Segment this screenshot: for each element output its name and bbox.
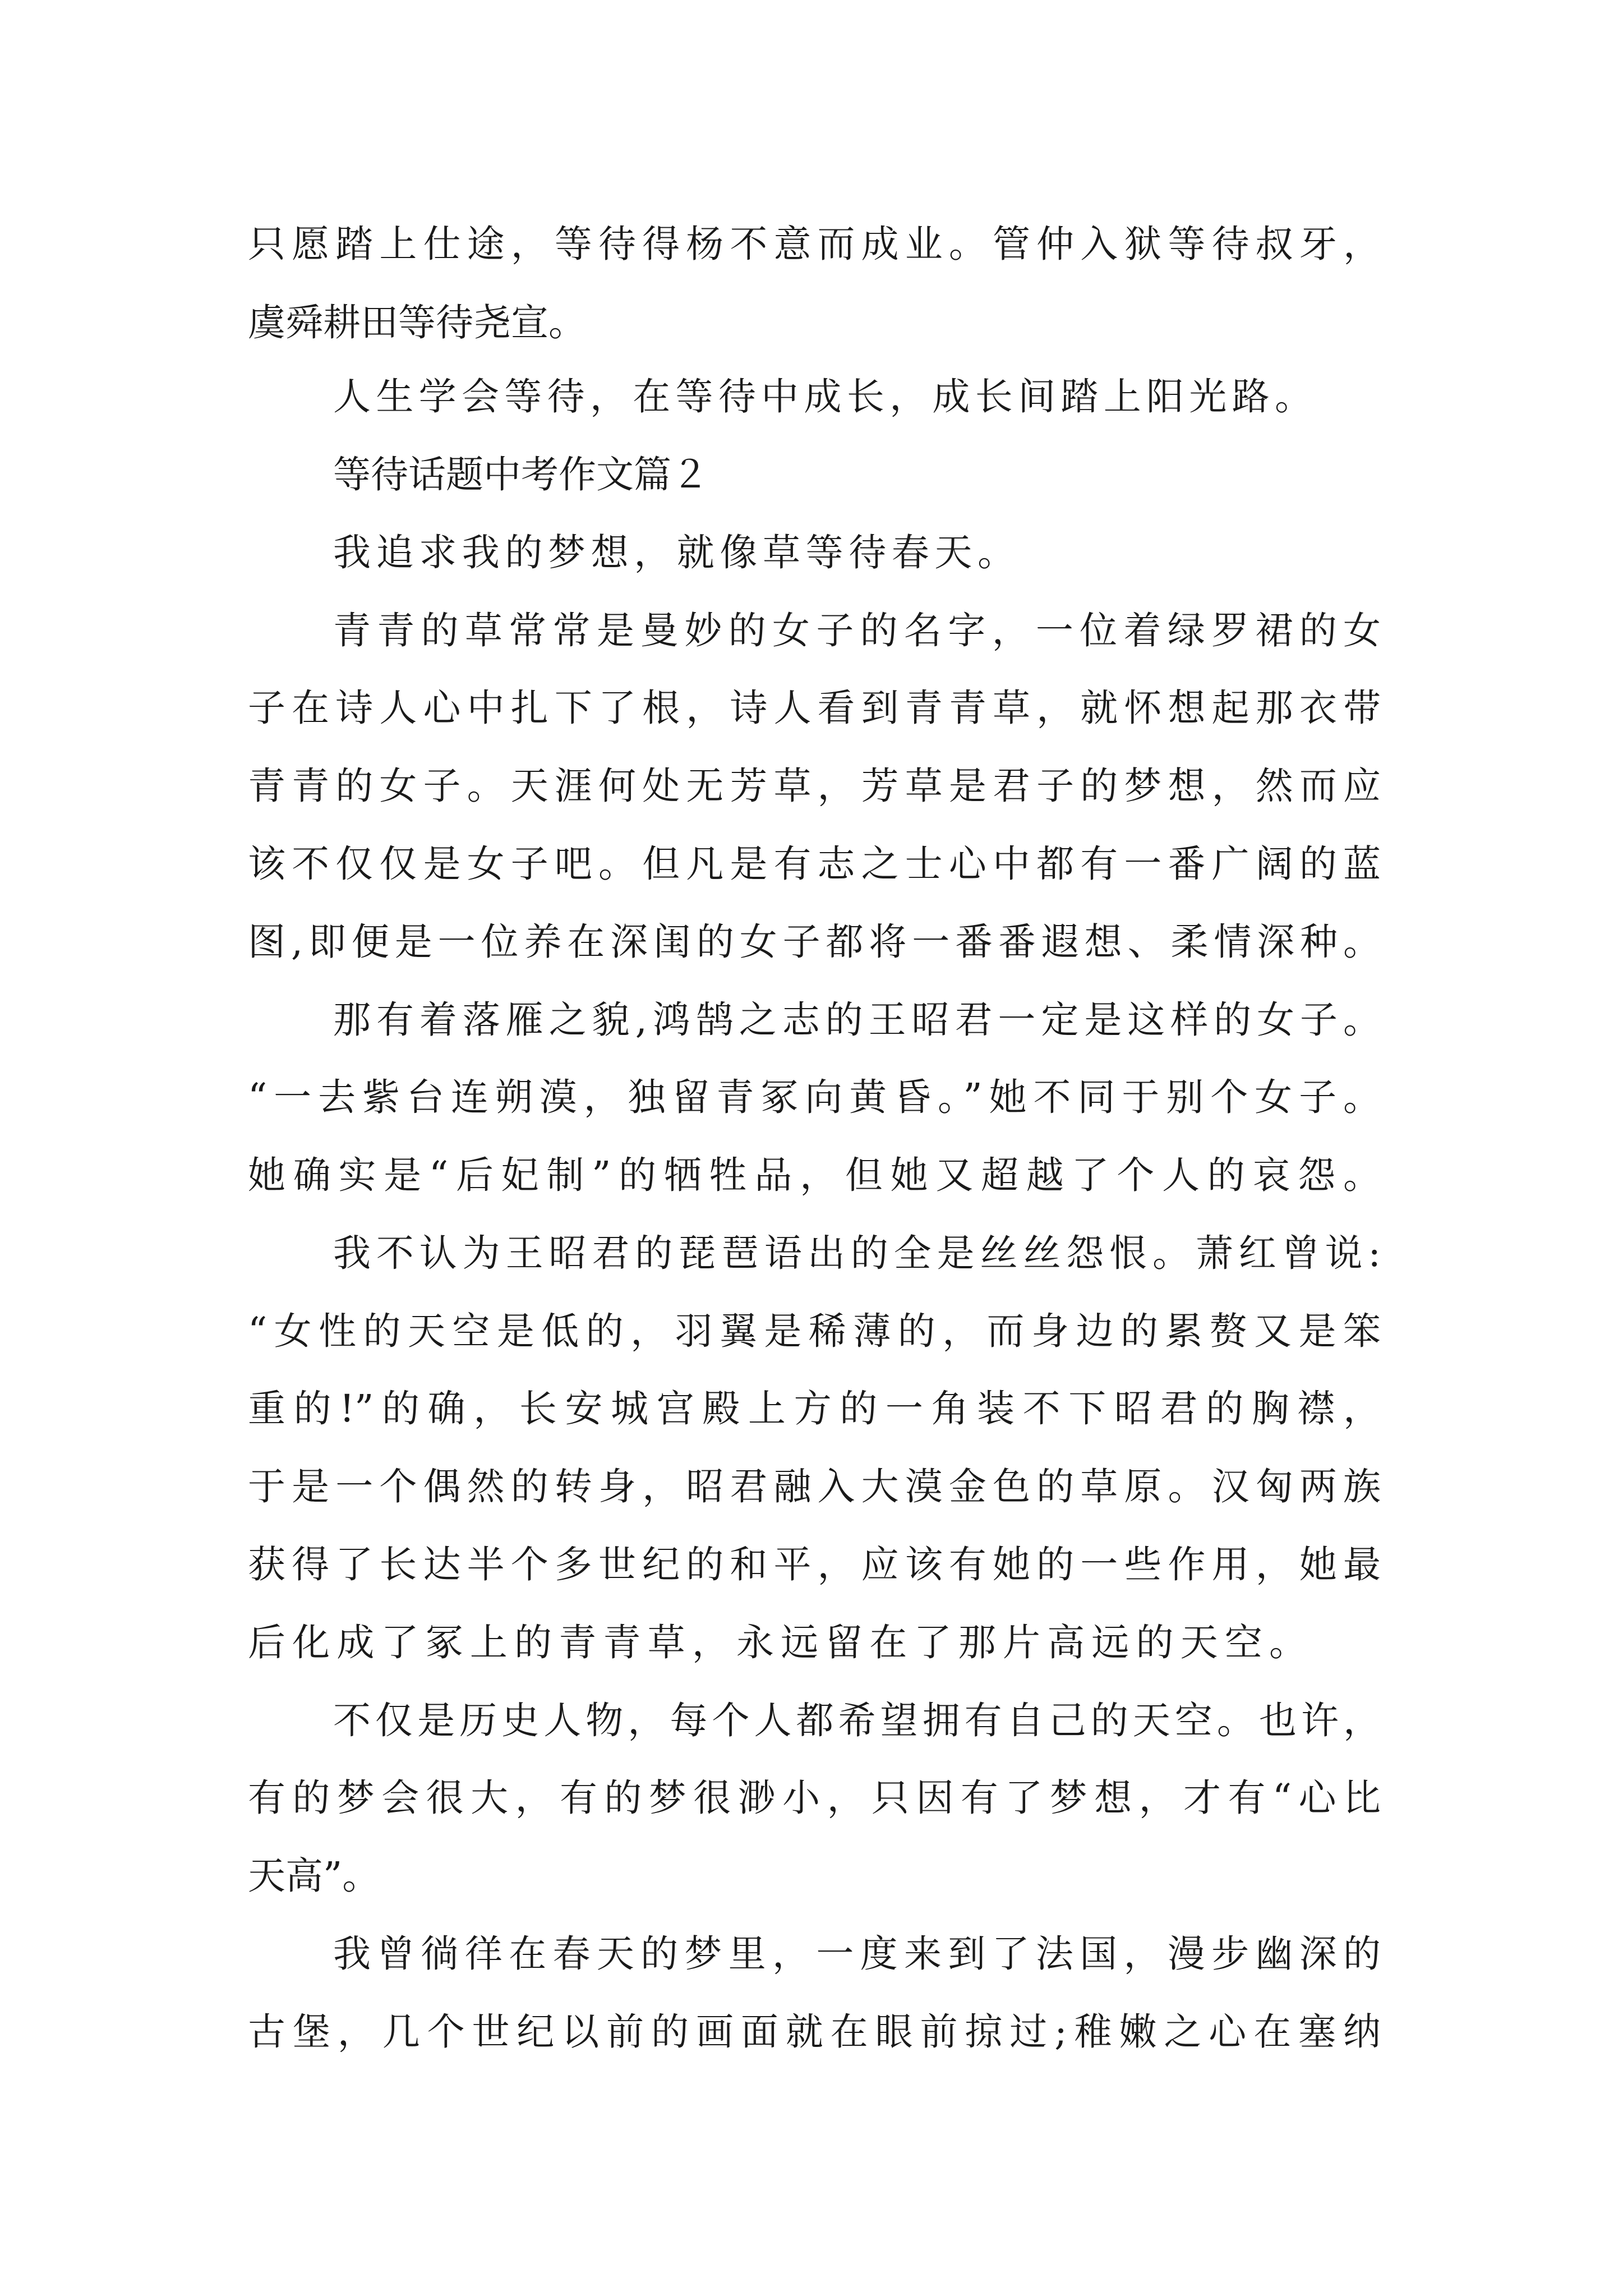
paragraph-line: 获得了长达半个多世纪的和平，应该有她的一些作用，她最 <box>248 1543 1381 1586</box>
paragraph-line: 虞舜耕田等待尧宣。 <box>248 301 586 344</box>
paragraph-line: “一去紫台连朔漠，独留青冢向黄昏。”她不同于别个女子。 <box>248 1075 1381 1119</box>
paragraph-line: 我曾徜徉在春天的梦里，一度来到了法国，漫步幽深的 <box>333 1932 1381 1976</box>
paragraph-line: 有的梦会很大，有的梦很渺小，只因有了梦想，才有“心比 <box>248 1776 1381 1820</box>
section-heading: 等待话题中考作文篇２ <box>333 453 709 496</box>
paragraph-line: 我追求我的梦想，就像草等待春天。 <box>333 531 1015 574</box>
paragraph-line: 她确实是“后妃制”的牺牲品，但她又超越了个人的哀怨。 <box>248 1153 1381 1197</box>
paragraph-line: 那有着落雁之貌,鸿鹄之志的王昭君一定是这样的女子。 <box>333 998 1381 1042</box>
paragraph-line: 不仅是历史人物，每个人都希望拥有自己的天空。也许， <box>333 1699 1381 1742</box>
paragraph-line: 古堡，几个世纪以前的画面就在眼前掠过;稚嫩之心在塞纳 <box>248 2010 1381 2054</box>
paragraph-line: “女性的天空是低的，羽翼是稀薄的，而身边的累赘又是笨 <box>248 1309 1381 1353</box>
paragraph-line: 后化成了冢上的青青草，永远留在了那片高远的天空。 <box>248 1621 1307 1664</box>
paragraph-line: 人生学会等待，在等待中成长，成长间踏上阳光路。 <box>333 375 1312 418</box>
paragraph-line: 我不认为王昭君的琵琶语出的全是丝丝怨恨。萧红曾说: <box>333 1231 1381 1275</box>
paragraph-line: 该不仅仅是女子吧。但凡是有志之士心中都有一番广阔的蓝 <box>248 842 1381 886</box>
paragraph-line: 重的!”的确，长安城宫殿上方的一角装不下昭君的胸襟， <box>248 1387 1381 1430</box>
paragraph-line: 只愿踏上仕途，等待得杨不意而成业。管仲入狱等待叔牙， <box>248 222 1381 266</box>
paragraph-line: 天高”。 <box>248 1854 380 1898</box>
paragraph-line: 子在诗人心中扎下了根，诗人看到青青草，就怀想起那衣带 <box>248 686 1381 730</box>
paragraph-line: 青青的女子。天涯何处无芳草，芳草是君子的梦想，然而应 <box>248 764 1381 808</box>
paragraph-line: 于是一个偶然的转身，昭君融入大漠金色的草原。汉匈两族 <box>248 1465 1381 1508</box>
paragraph-line: 图,即便是一位养在深闺的女子都将一番番遐想、柔情深种。 <box>248 920 1381 964</box>
paragraph-line: 青青的草常常是曼妙的女子的名字，一位着绿罗裙的女 <box>333 609 1381 652</box>
